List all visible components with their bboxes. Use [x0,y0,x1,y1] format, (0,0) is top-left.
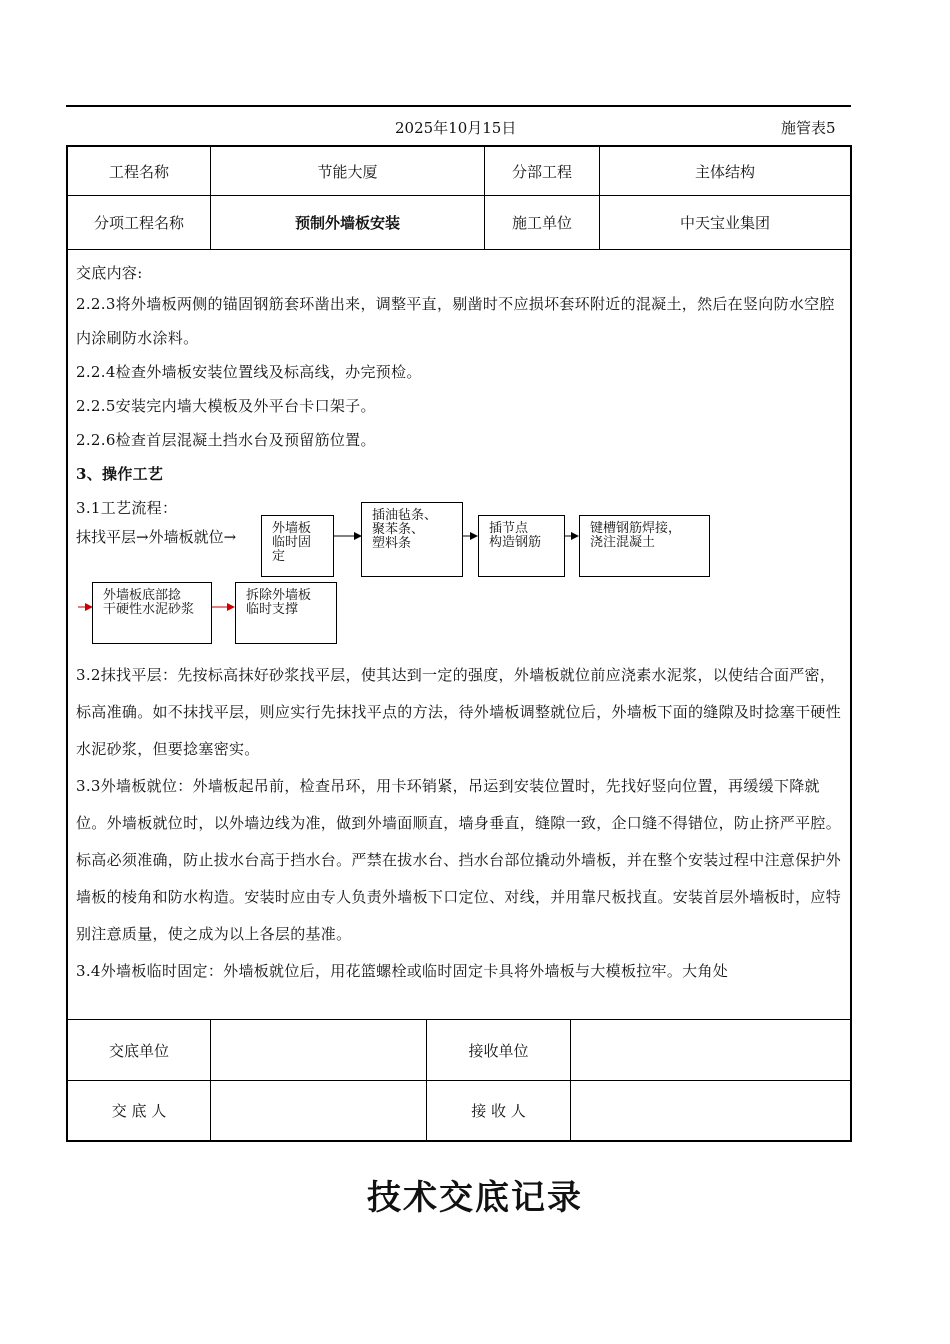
flow-start-text: 抹找平层→外墙板就位→ [76,528,237,546]
paragraph-3-1: 3.1工艺流程： [76,499,178,517]
receiver-person-label: 接 收 人 [471,1102,526,1120]
division-label: 分部工程 [511,162,572,181]
contractor-value: 中天宝业集团 [679,214,770,232]
paragraph-2-2-3: 2.2.3将外墙板两侧的锚固钢筋套环凿出来，调整平直，剔凿时不应损坏套环附近的混凝土，然后在竖向防水空腔内涂刷防水涂料。 [76,295,835,347]
record-date: 2025年10月15日 [395,119,517,137]
issuer-person-field[interactable] [211,1081,426,1140]
receiver-unit-field[interactable] [571,1020,850,1080]
section-3-heading: 3、操作工艺 [76,465,164,483]
paragraph-3-4: 3.4外墙板临时固定：外墙板就位后，用花篮螺栓或临时固定卡具将外墙板与大模板拉牢。大角处 [76,962,729,980]
item-label: 分项工程名称 [93,214,184,232]
issuer-person-label: 交 底 人 [111,1102,167,1120]
paragraph-2-2-4: 2.2.4检查外墙板安装位置线及标高线，办完预检。 [76,363,422,381]
receiver-unit-label: 接收单位 [468,1041,529,1060]
paragraph-3-2: 3.2抹找平层：先按标高抹好砂浆找平层，使其达到一定的强度，外墙板就位前应浇素水泥浆，以使结合面严密，标高准确。如不抹找平层，则应实行先抹找平点的方法，待外墙板调整就位后，外墙板下面的缝隙及时捻塞干硬性水泥砂浆，但要捻塞密实。 [76,666,842,758]
paragraph-2-2-5: 2.2.5安装完内墙大模板及外平台卡口架子。 [76,397,376,415]
division-value: 主体结构 [694,162,755,181]
paragraph-3-3: 3.3外墙板就位：外墙板起吊前，检查吊环，用卡环销紧，吊运到安装位置时，先找好竖向位置，再缓缓下降就位。外墙板就位时，以外墙边线为准，做到外墙面顺直，墙身垂直，缝隙一致，企口缝不得错位，防止挤严平腔。标高必须准确，防止拔水台高于挡水台。严禁在拔水台、挡水台部位撬动外墙板，并在整个安装过程中注意保护外墙板的棱角和防水构造。安装时应由专人负责外墙板下口定位、对线，并用靠尺板找直。安装首层外墙板时，应特别注意质量，使之成为以上各层的基准。 [76,777,842,943]
content-heading: 交底内容: [76,264,143,282]
top-rule [66,105,851,107]
document-title: 技术交底记录 [367,1178,583,1218]
flow-step-node-rebar: 插节点 构造钢筋 [478,515,565,577]
issuer-unit-field[interactable] [211,1020,426,1080]
briefing-content-continued [76,657,844,990]
briefing-content [76,259,844,525]
flow-step-remove-support: 拆除外墙板 临时支撑 [235,582,337,644]
process-flowchart [68,497,850,647]
flow-step-bottom-mortar: 外墙板底部捻 干硬性水泥砂浆 [92,582,212,644]
flow-step-weld-pour: 键槽钢筋焊接， 浇注混凝土 [579,515,710,577]
project-name-value: 节能大厦 [317,162,378,181]
form-number: 施管表5 [781,119,836,137]
issuer-unit-label: 交底单位 [108,1041,169,1060]
record-form [66,145,852,1142]
paragraph-2-2-6: 2.2.6检查首层混凝土挡水台及预留筋位置。 [76,431,376,449]
flow-step-insert-strips: 插油毡条、 聚苯条、 塑料条 [361,502,463,577]
item-value: 预制外墙板安装 [294,214,400,232]
receiver-person-field[interactable] [571,1081,850,1140]
flow-step-temporary-fix: 外墙板 临时固定 [261,515,334,577]
project-name-label: 工程名称 [108,162,169,181]
contractor-label: 施工单位 [511,214,572,232]
row-divider [68,249,850,250]
